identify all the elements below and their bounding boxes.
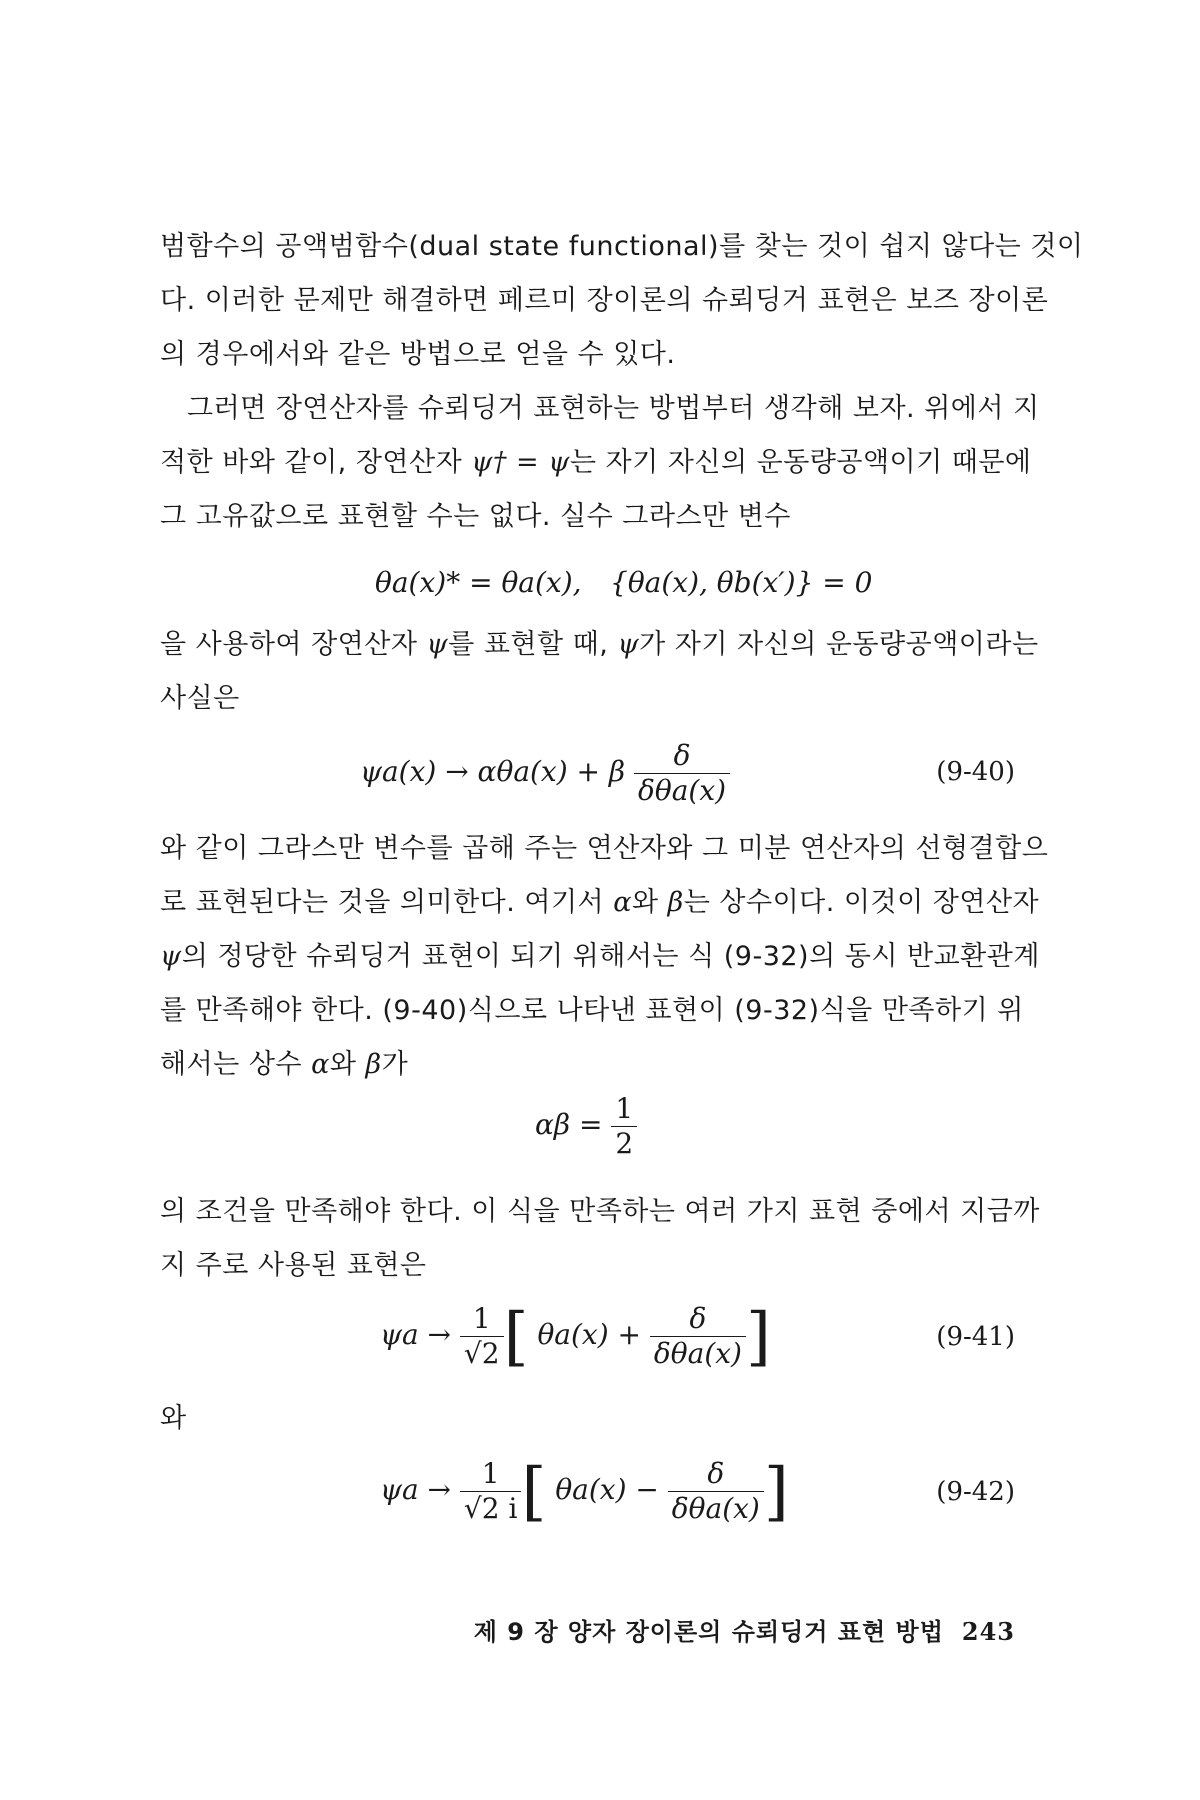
paragraph-2-line-1: 그러면 장연산자를 슈뢰딩거 표현하는 방법부터 생각해 보자. 위에서 지	[187, 393, 1040, 424]
paragraph-1-line-2: 다. 이러한 문제만 해결하면 페르미 장이론의 슈뢰딩거 표현은 보즈 장이론	[160, 285, 1049, 316]
psi-symbol: ψ	[160, 941, 182, 972]
equation-number: (9-41)	[936, 1322, 1015, 1352]
paragraph-4-text-e: 해서는 상수	[160, 1049, 312, 1080]
chapter-title: 제 9 장 양자 장이론의 슈뢰딩거 표현 방법	[473, 1618, 944, 1646]
page-footer	[160, 1612, 1015, 1647]
fraction-numerator: δ	[650, 1302, 746, 1337]
coefficient-fraction	[460, 1302, 504, 1371]
psi-symbol: ψ	[426, 629, 449, 660]
fraction-denominator: δθa(x)	[638, 774, 727, 807]
paragraph-1	[160, 220, 1084, 382]
paragraph-3-line-1	[160, 618, 1039, 672]
equation-9-42-lhs: ψa →	[380, 1473, 452, 1506]
paragraph-1-line-3: 의 경우에서와 같은 방법으로 얻을 수 있다.	[160, 339, 676, 370]
paragraph-4-line-5	[160, 1038, 1015, 1092]
equation-alpha-beta-lhs: αβ =	[535, 1108, 603, 1141]
equation-9-41-body	[380, 1299, 771, 1374]
paragraph-4-text-f: 와	[329, 1049, 366, 1080]
paragraph-2-line-2-text-b: 는 자기 자신의 운동량공액이기 때문에	[569, 447, 1032, 478]
paragraph-5-line-2: 지 주로 사용된 표현은	[160, 1250, 427, 1281]
paragraph-4-text-g: 가	[381, 1049, 409, 1080]
left-bracket: [	[521, 1454, 547, 1529]
paragraph-3-text-c: 가 자기 자신의 운동량공액이라는	[639, 629, 1039, 660]
beta-symbol: β	[365, 1049, 382, 1080]
fraction-denominator: 2	[615, 1127, 634, 1160]
fraction-numerator: δ	[634, 739, 730, 774]
fraction-denominator: δθa(x)	[653, 1337, 742, 1370]
fraction-denominator: δθa(x)	[671, 1492, 760, 1525]
fraction	[650, 1302, 746, 1371]
paragraph-3	[160, 618, 1039, 726]
paragraph-4-text-b: 와	[631, 887, 668, 918]
paragraph-3-line-2: 사실은	[160, 683, 240, 714]
fraction-numerator: 1	[460, 1457, 522, 1492]
paragraph-4-text-d: 의 정당한 슈뢰딩거 표현이 되기 위해서는 식 (9-32)의 동시 반교환관계	[181, 941, 1040, 972]
psi-symbol: ψ	[617, 629, 640, 660]
connector-text: 와	[160, 1403, 187, 1434]
paragraph-4	[160, 822, 1049, 1092]
equation-alpha-beta-body	[535, 1092, 637, 1161]
equation-grassmann-left: θa(x)* = θa(x),	[375, 566, 582, 599]
equation-9-41	[160, 1300, 1015, 1380]
equation-number: (9-42)	[936, 1477, 1015, 1507]
fraction	[668, 1457, 764, 1526]
paragraph-4-line-3	[160, 930, 1040, 984]
paragraph-4-line-1: 와 같이 그라스만 변수를 곱해 주는 연산자와 그 미분 연산자의 선형결합으	[160, 833, 1049, 864]
equation-9-42	[160, 1455, 1015, 1535]
paragraph-2-line-3: 그 고유값으로 표현할 수는 없다. 실수 그라스만 변수	[160, 501, 791, 532]
paragraph-5-line-1: 의 조건을 만족해야 한다. 이 식을 만족하는 여러 가지 표현 중에서 지금까	[160, 1196, 1040, 1227]
connector-paragraph	[160, 1392, 1015, 1446]
fraction	[634, 739, 730, 808]
equation-9-41-inner: θa(x) +	[537, 1318, 642, 1351]
equation-9-40-lhs: ψa(x) → αθa(x) + β	[360, 755, 626, 788]
paragraph-5	[160, 1185, 1040, 1293]
paragraph-2-line-2	[160, 436, 1032, 490]
paragraph-2-line-2-text-a: 적한 바와 같이, 장연산자	[160, 447, 472, 478]
alpha-symbol: α	[613, 887, 632, 918]
alpha-symbol: α	[311, 1049, 330, 1080]
equation-9-42-body	[380, 1454, 789, 1529]
coefficient-fraction	[460, 1457, 522, 1526]
paragraph-4-text-a: 로 표현된다는 것을 의미한다. 여기서	[160, 887, 614, 918]
equation-9-41-lhs: ψa →	[380, 1318, 452, 1351]
paragraph-4-line-4: 를 만족해야 한다. (9-40)식으로 나타낸 표현이 (9-32)식을 만족하기 위	[160, 995, 1024, 1026]
psi-dagger-equals-psi: ψ† = ψ	[471, 447, 570, 478]
equation-9-42-inner: θa(x) −	[555, 1473, 659, 1506]
fraction-denominator: √2	[463, 1337, 500, 1370]
paragraph-3-text-b: 를 표현할 때,	[448, 629, 618, 660]
fraction-numerator: 1	[460, 1302, 504, 1337]
right-bracket: ]	[745, 1299, 771, 1374]
paragraph-4-text-c: 는 상수이다. 이것이 장연산자	[683, 887, 1040, 918]
fraction-numerator: 1	[611, 1092, 637, 1127]
equation-number: (9-40)	[936, 757, 1015, 787]
left-bracket: [	[503, 1299, 529, 1374]
fraction	[611, 1092, 637, 1161]
fraction-numerator: δ	[668, 1457, 764, 1492]
equation-alpha-beta	[160, 1092, 1015, 1172]
beta-symbol: β	[667, 887, 684, 918]
paragraph-2	[160, 382, 1040, 544]
fraction-denominator: √2 i	[463, 1492, 518, 1525]
equation-9-40-body	[360, 739, 730, 808]
right-bracket: ]	[763, 1454, 789, 1529]
paragraph-4-line-2	[160, 876, 1040, 930]
equation-grassmann	[160, 560, 1015, 610]
equation-9-40	[160, 735, 1015, 815]
paragraph-3-text-a: 을 사용하여 장연산자	[160, 629, 427, 660]
paragraph-1-line-1: 범함수의 공액범함수(dual state functional)를 찾는 것이 쉽지 않다는 것이	[160, 231, 1084, 262]
equation-grassmann-right: {θa(x), θb(x′)} = 0	[610, 566, 873, 599]
page-number: 243	[961, 1617, 1015, 1646]
